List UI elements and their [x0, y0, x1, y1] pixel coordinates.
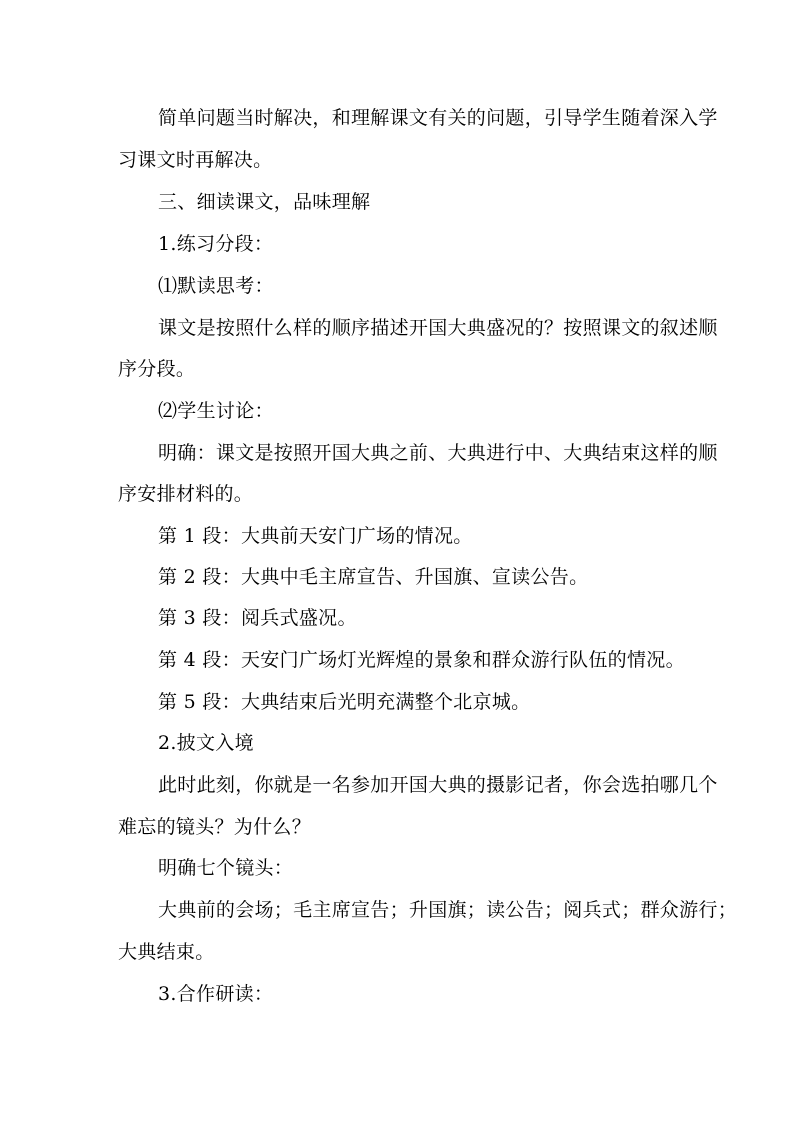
paragraph-line: 序分段。	[118, 358, 196, 380]
paragraph-line: 习课文时再解决。	[118, 149, 273, 171]
list-item: 第 5 段：大典结束后光明充满整个北京城。	[158, 691, 531, 713]
subsection-heading: 3.合作研读：	[158, 983, 274, 1005]
list-item: 第 2 段：大典中毛主席宣告、升国旗、宣读公告。	[158, 566, 589, 588]
list-item: 第 3 段：阅兵式盛况。	[158, 607, 357, 629]
step-heading: ⑵学生讨论：	[158, 400, 274, 422]
paragraph-line: 大典结束。	[118, 941, 215, 963]
list-item: 第 1 段：大典前天安门广场的情况。	[158, 525, 473, 547]
step-heading: ⑴默读思考：	[158, 275, 274, 297]
paragraph-line: 简单问题当时解决，和理解课文有关的问题，引导学生随着深入学	[158, 107, 718, 129]
paragraph-line: 此时此刻，你就是一名参加开国大典的摄影记者，你会选拍哪几个	[158, 774, 718, 796]
subsection-heading: 2.披文入境	[158, 732, 254, 754]
section-heading: 三、细读课文，品味理解	[158, 191, 371, 213]
paragraph-line: 大典前的会场；毛主席宣告；升国旗；读公告；阅兵式；群众游行；	[158, 899, 738, 921]
list-item: 第 4 段：天安门广场灯光辉煌的景象和群众游行队伍的情况。	[158, 649, 685, 671]
paragraph-line: 明确七个镜头：	[158, 857, 294, 879]
paragraph-line: 序安排材料的。	[118, 483, 254, 505]
paragraph-line: 明确：课文是按照开国大典之前、大典进行中、大典结束这样的顺	[158, 442, 718, 464]
subsection-heading: 1.练习分段：	[158, 233, 274, 255]
paragraph-line: 难忘的镜头？为什么？	[118, 816, 312, 838]
paragraph-line: 课文是按照什么样的顺序描述开国大典盛况的？按照课文的叙述顺	[158, 317, 718, 339]
